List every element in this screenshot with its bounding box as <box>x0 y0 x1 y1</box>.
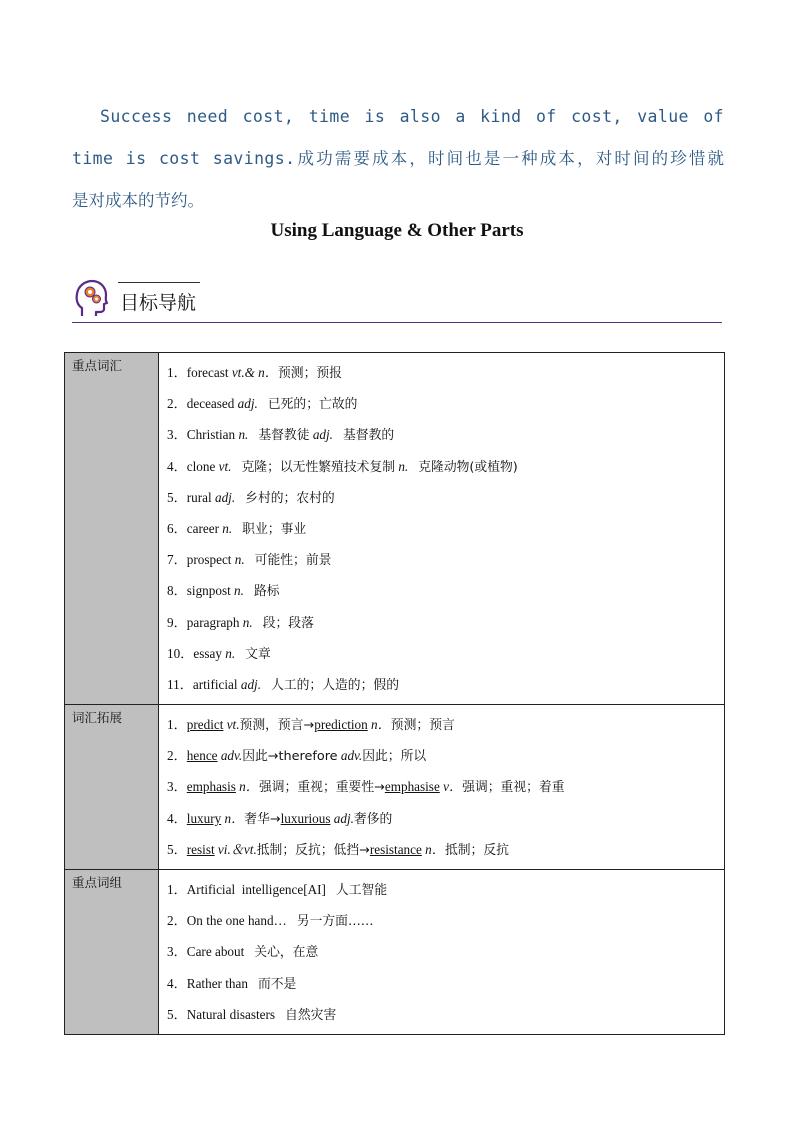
quote-line-3: 是对成本的节约。 <box>72 191 204 210</box>
list-item: 8．signpost n. 路标 <box>167 583 280 600</box>
head-gears-icon <box>74 278 110 318</box>
list-item: 4．Rather than 而不是 <box>167 975 297 992</box>
section-title: 目标导航 <box>120 292 197 314</box>
list-item: 10．essay n. 文章 <box>167 645 271 662</box>
page-title: Using Language & Other Parts <box>270 220 524 241</box>
category-cell: 词汇拓展 <box>65 705 159 870</box>
list-item: 1．predict vt.预测，预言→prediction n．预测；预言 <box>167 717 455 734</box>
quote-line-2: time is cost savings.成功需要成本，时间也是一种成本，对时间的珍惜就 <box>72 149 725 168</box>
vocabulary-table <box>64 352 725 1035</box>
vocab-list <box>159 353 725 705</box>
list-item: 4．luxury n．奢华→luxurious adj.奢侈的 <box>167 810 393 827</box>
list-item: 4．clone vt. 克隆；以无性繁殖技术复制 n. 克隆动物(或植物) <box>167 458 518 475</box>
list-item: 3．Christian n. 基督教徒 adj. 基督教的 <box>167 427 395 444</box>
quote-line-1: Success need cost, time is also a kind of cost, value of <box>100 107 724 126</box>
section-header <box>72 276 722 323</box>
list-item: 5．rural adj. 乡村的；农村的 <box>167 489 335 506</box>
header-accent-line <box>118 282 200 283</box>
category-cell: 重点词组 <box>65 870 159 1035</box>
list-item: 2．On the one hand… 另一方面…… <box>167 913 374 930</box>
motivational-quote <box>72 96 724 222</box>
list-item: 2．deceased adj. 已死的；亡故的 <box>167 396 358 413</box>
list-item: 9．paragraph n. 段；段落 <box>167 614 314 631</box>
table-row <box>65 870 725 1035</box>
expansion-list <box>159 705 725 870</box>
list-item: 11．artificial adj. 人工的；人造的；假的 <box>167 676 399 693</box>
phrase-list <box>159 870 725 1035</box>
list-item: 7．prospect n. 可能性；前景 <box>167 552 332 569</box>
list-item: 1．Artificial intelligence[AI] 人工智能 <box>167 882 388 898</box>
list-item: 3．emphasis n．强调；重视；重要性→emphasise v．强调；重视；着重 <box>167 779 565 796</box>
list-item: 3．Care about 关心，在意 <box>167 944 319 961</box>
list-item: 5．resist vi.＆vt.抵制；反抗；低挡→resistance n．抵制；反抗 <box>167 841 509 858</box>
list-item: 6．career n. 职业；事业 <box>167 520 307 537</box>
table-row <box>65 705 725 870</box>
list-item: 1．forecast vt.& n．预测；预报 <box>167 365 342 381</box>
category-cell: 重点词汇 <box>65 353 159 705</box>
list-item: 5．Natural disasters 自然灾害 <box>167 1006 337 1023</box>
table-row <box>65 353 725 705</box>
list-item: 2．hence adv.因此→therefore adv.因此；所以 <box>167 748 427 765</box>
